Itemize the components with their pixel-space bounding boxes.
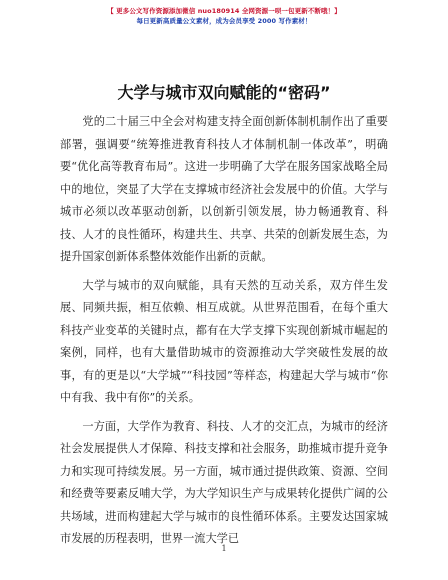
body-paragraph-2: 大学与城市的双向赋能，具有天然的互动关系，双方伴生发展、同频共振，相互依赖、相互成就。从世界范围看，在每个重大科技产业变革的关键时点，都有在大学支撑下实现创新城市崛起的案例，同样，也有大量借助城市的资源推动大学突破性发展的故事，有的更是以“大学城”“科技园”等样态，构建起大学与城市“你中有我、我中有你”的关系。 <box>60 278 388 404</box>
document-title: 大学与城市双向赋能的“密码” <box>117 83 331 102</box>
body-paragraph-3: 一方面，大学作为教育、科技、人才的交汇点，为城市的经济社会发展提供人才保障、科技支撑和社会服务，助推城市提升竞争力和实现可持续发展。另一方面，城市通过提供政策、资源、空间和经费等要素反哺大学，为大学知识生产与成果转化提供广阔的公共场域，进而构建起大学与城市的良性循环体系。主要发达国家城市发展的历程表明，世界一流大学已 <box>60 419 388 545</box>
body-paragraph-1: 党的二十届三中全会对构建支持全面创新体制机制作出了重要部署，强调要“统筹推进教育科技人才体制机制一体改革”，明确要“优化高等教育布局”。这进一步明确了大学在服务国家战略全局中的地位，突显了大学在支撑城市经济社会发展中的价值。大学与城市必须以改革驱动创新，以创新引领发展，协力畅通教育、科技、人才的良性循环，构建共生、共享、共荣的创新发展生态，为提升国家创新体系整体效能作出新的贡献。 <box>60 115 388 263</box>
promo-banner-line-1: 【 更多公文写作资源添加微信 nuo180914 全网资源一呗一包更新不断哦！】 <box>107 7 341 15</box>
promo-banner <box>0 6 448 26</box>
page-number: 1 <box>221 544 227 553</box>
promo-banner-line-2: 每日更新高质量公文素材，成为会员享受 2000 写作素材！ <box>136 17 312 25</box>
document-body <box>60 111 388 557</box>
